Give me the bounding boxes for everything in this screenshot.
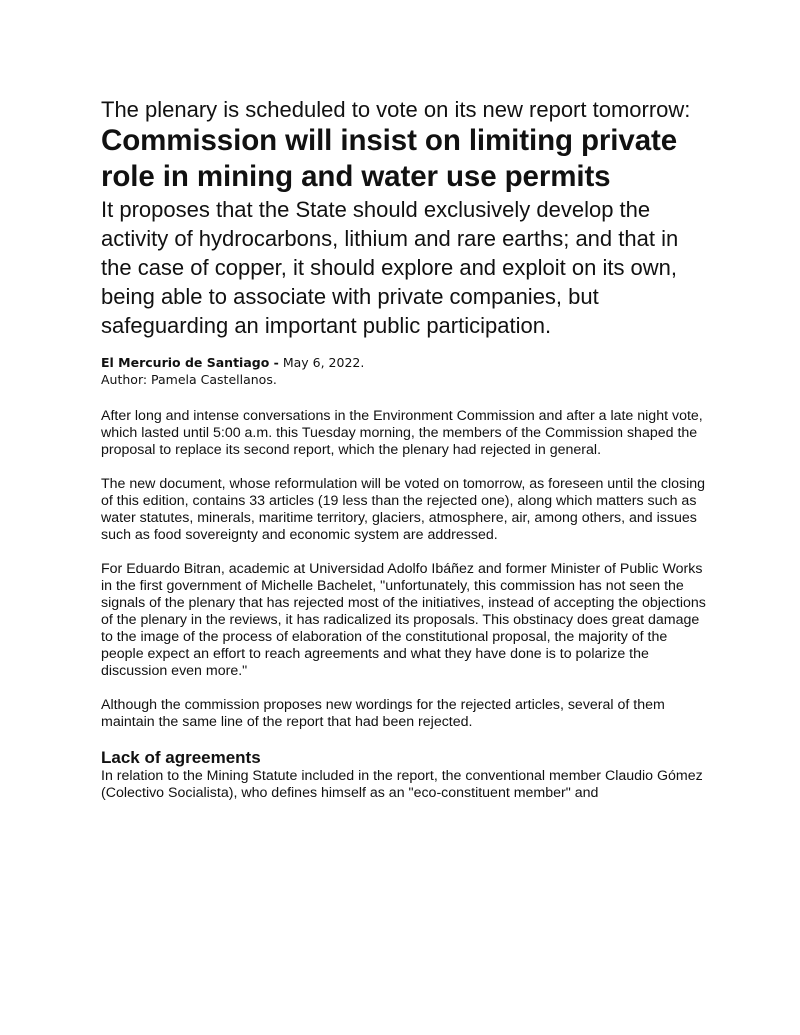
article-headline: Commission will insist on limiting private role in mining and water use permits xyxy=(101,124,678,193)
body-paragraph-4: Although the commission proposes new wordings for the rejected articles, several of them maintain the same line of the report that had been rejected. xyxy=(101,697,665,730)
source-name: El Mercurio de Santiago - xyxy=(101,355,279,370)
section-heading: Lack of agreements xyxy=(101,748,261,767)
byline-line xyxy=(101,354,711,371)
article xyxy=(101,96,711,802)
body-paragraph-3: For Eduardo Bitran, academic at Universidad Adolfo Ibáñez and former Minister of Public Works in the first government of Michelle Bachelet, "unfortunately, this commission has not seen the signals of the plenary that has rejected most of the initiatives, instead of accepting the objections of the plenary in the reviews, it has radicalized its proposals. This obstinacy does great damage to the image of the process of elaboration of the constitutional proposal, the majority of the people expect an effort to reach agreements and what they have done is to polarize the discussion even more." xyxy=(101,561,706,679)
body-paragraph-2: The new document, whose reformulation will be voted on tomorrow, as foreseen until the closing of this edition, contains 33 articles (19 less than the rejected one), along which matters such as water statutes, minerals, maritime territory, glaciers, atmosphere, air, among others, and issues such as food sovereignty and economic system are addressed. xyxy=(101,476,706,543)
article-deck: It proposes that the State should exclusively develop the activity of hydrocarbons, lithium and rare earths; and that in the case of copper, it should explore and exploit on its own, being able to associate with private companies, but safeguarding an important public participation. xyxy=(101,197,679,338)
author-line: Author: Pamela Castellanos. xyxy=(101,372,277,387)
body-paragraph-1: After long and intense conversations in the Environment Commission and after a late night vote, which lasted until 5:00 a.m. this Tuesday morning, the members of the Commission shaped the proposal to replace its second report, which the plenary had rejected in general. xyxy=(101,408,703,458)
article-meta xyxy=(101,354,711,388)
article-kicker: The plenary is scheduled to vote on its new report tomorrow: xyxy=(101,97,691,122)
body-paragraph-5: In relation to the Mining Statute included in the report, the conventional member Claudio Gómez (Colectivo Socialista), who defines himself as an "eco-constituent member" and xyxy=(101,768,703,801)
publication-date: May 6, 2022. xyxy=(278,355,365,370)
